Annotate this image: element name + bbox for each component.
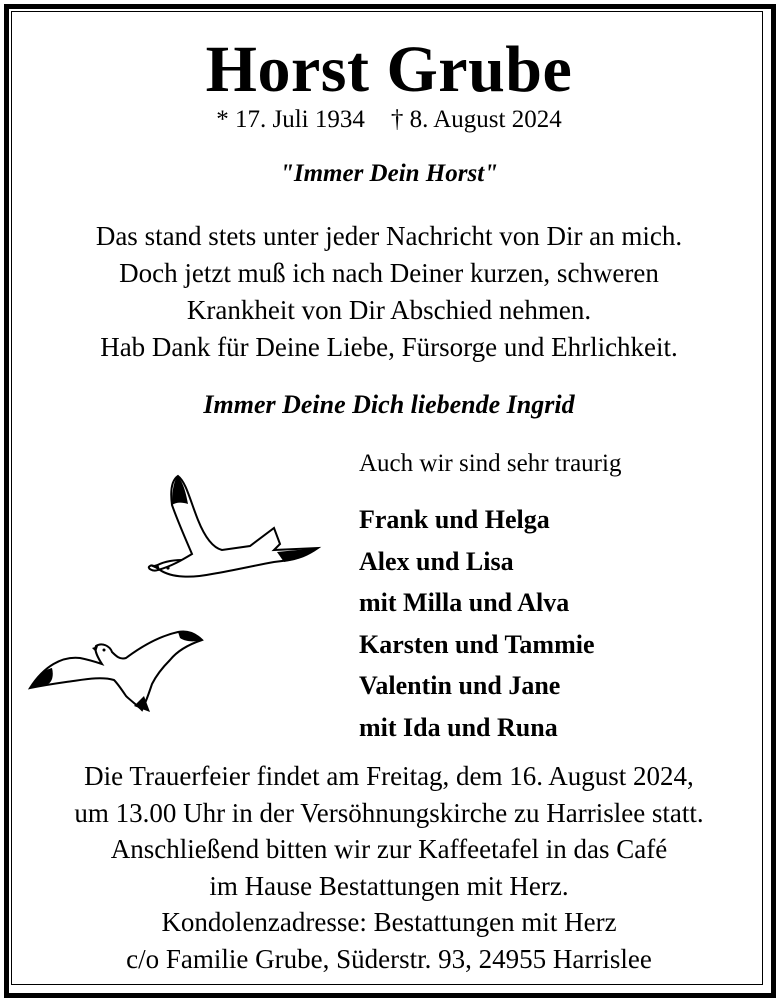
death-date: † 8. August 2024 [390,106,562,133]
life-dates [0,104,778,136]
personal-message [0,218,778,366]
family-intro: Auch wir sind sehr traurig [359,450,622,477]
funeral-line: Die Trauerfeier findet am Freitag, dem 16. August 2024, [84,761,694,791]
funeral-line: Anschließend bitten wir zur Kaffeetafel in das Café [110,834,668,864]
family-member: Alex und Lisa [359,546,514,576]
birth-date: * 17. Juli 1934 [216,106,365,133]
message-line: Das stand stets unter jeder Nachricht von Dir an mich. [95,221,683,251]
seagulls-icon [22,470,322,730]
seagull-upper-icon [149,476,318,577]
motto-quote: "Immer Dein Horst" [279,160,499,187]
condolence-address: c/o Familie Grube, Süderstr. 93, 24955 Harrislee [126,943,652,974]
family-member: mit Milla und Alva [359,588,570,617]
funeral-line: um 13.00 Uhr in der Versöhnungskirche zu Harrislee statt. [74,797,704,828]
funeral-info [0,758,778,977]
message-line: Doch jetzt muß ich nach Deiner kurzen, schweren [119,258,659,288]
message-line: Krankheit von Dir Abschied nehmen. [186,295,592,325]
message-line: Hab Dank für Deine Liebe, Fürsorge und Ehrlichkeit. [100,332,678,362]
deceased-name: Horst Grube [205,33,573,106]
funeral-line: im Hause Bestattungen mit Herz. [209,870,569,901]
seagull-lower-icon [30,631,202,712]
condolence-line: Kondolenzadresse: Bestattungen mit Herz [161,907,617,937]
family-member: Valentin und Jane [359,671,561,700]
signoff: Immer Deine Dich liebende Ingrid [203,390,575,419]
family-member: Karsten und Tammie [359,629,595,659]
family-member: mit Ida und Runa [359,712,558,742]
family-member: Frank und Helga [359,505,550,534]
family-list [359,447,621,748]
